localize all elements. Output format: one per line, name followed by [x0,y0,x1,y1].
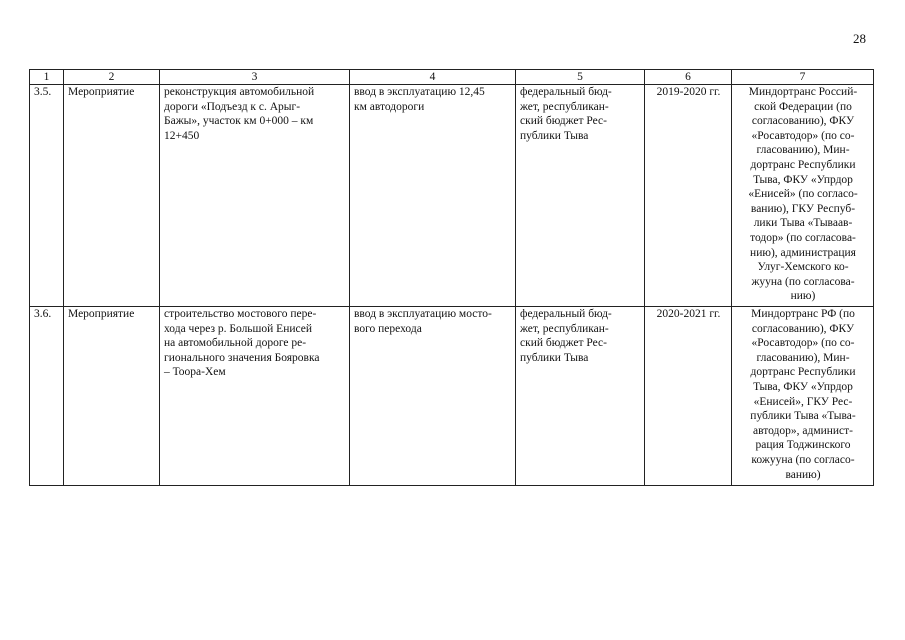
row-number: 3.6. [30,307,64,486]
row-type: Мероприятие [64,85,160,307]
page-number: 28 [853,31,866,46]
header-col-7: 7 [732,70,874,85]
activities-table [29,69,874,486]
row-responsible: Миндортранс РФ (по согласованию), ФКУ «Росавтодор» (по со- гласованию), Мин- дортранс Республики Тыва, ФКУ «Упрдор «Енисей», ГКУ Рес- публики Тыва «Тыва- автодор», админист- рация Тоджинского кожууна (по согласо- ванию) [732,307,874,486]
row-responsible: Миндортранс Россий- ской Федерации (по согласованию), ФКУ «Росавтодор» (по со- гласованию), Мин- дортранс Республики Тыва, ФКУ «Упрдор «Енисей» (по согласо- ванию), ГКУ Респуб- лики Тыва «Тываав- тодор» (по согласова- нию), администрация Улуг-Хемского ко- жууна (по согласова- нию) [732,85,874,307]
header-col-2: 2 [64,70,160,85]
row-funding-source: федеральный бюд- жет, республикан- ский бюджет Рес- публики Тыва [516,85,645,307]
row-name: строительство мостового пере- хода через р. Большой Енисей на автомобильной дороге ре- гионального значения Бояровка – Тоора-Хем [160,307,350,486]
table-row [30,307,874,486]
header-col-6: 6 [645,70,732,85]
row-funding-source: федеральный бюд- жет, республикан- ский бюджет Рес- публики Тыва [516,307,645,486]
row-period: 2020-2021 гг. [645,307,732,486]
header-row [30,70,874,85]
header-col-4: 4 [350,70,516,85]
header-col-3: 3 [160,70,350,85]
row-number: 3.5. [30,85,64,307]
header-col-1: 1 [30,70,64,85]
header-col-5: 5 [516,70,645,85]
row-name: реконструкция автомобильной дороги «Подъезд к с. Арыг- Бажы», участок км 0+000 – км 12+450 [160,85,350,307]
row-result: ввод в эксплуатацию мосто- вого перехода [350,307,516,486]
table-row [30,85,874,307]
row-result: ввод в эксплуатацию 12,45 км автодороги [350,85,516,307]
row-period: 2019-2020 гг. [645,85,732,307]
row-type: Мероприятие [64,307,160,486]
